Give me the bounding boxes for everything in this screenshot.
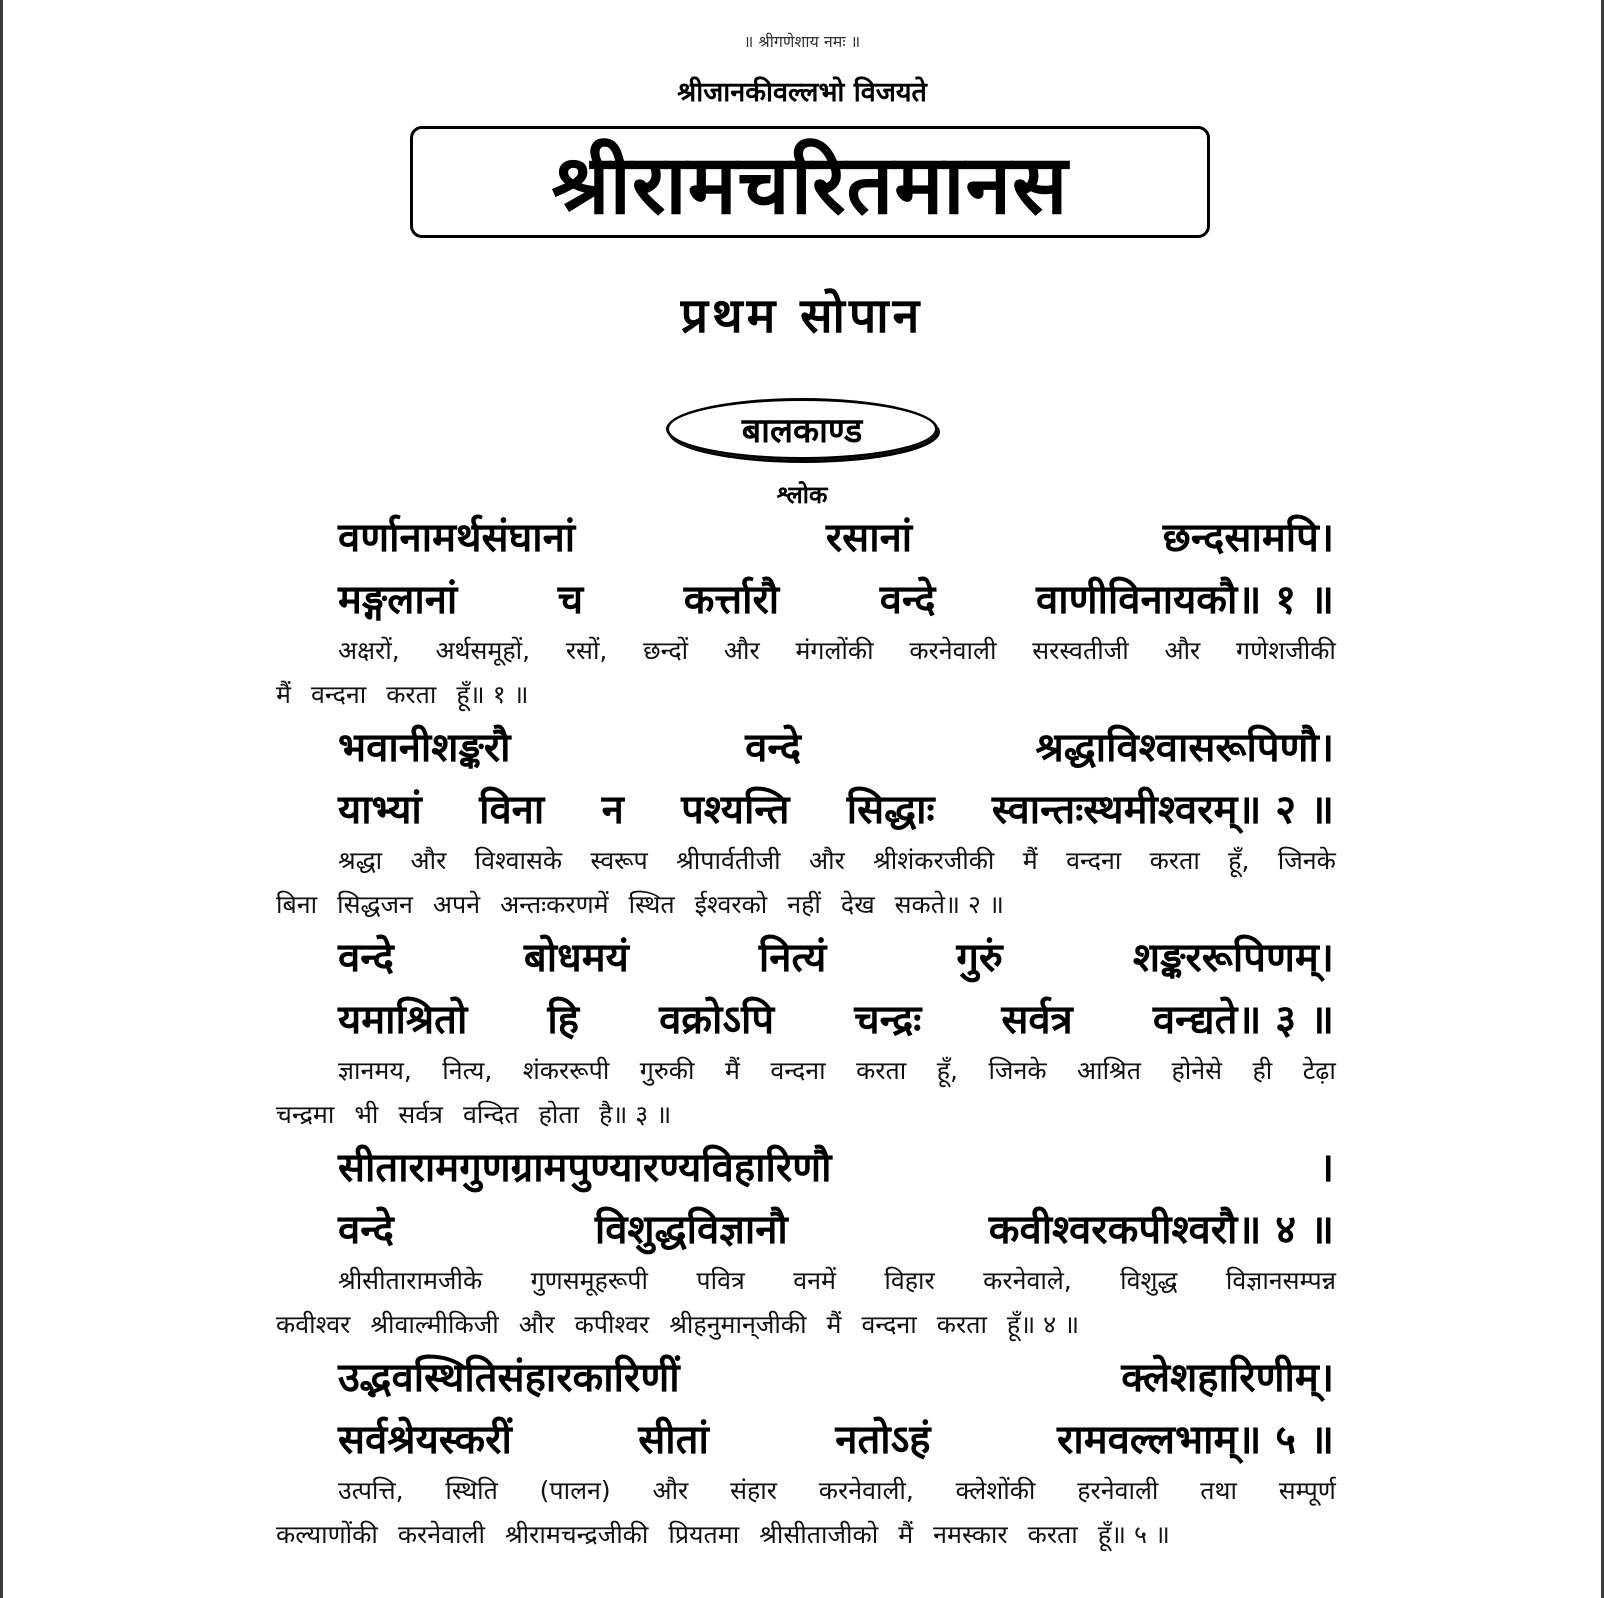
word: कर्त्तारौ xyxy=(683,577,780,623)
blessing-line: श्रीजानकीवल्लभो विजयते xyxy=(677,77,927,108)
word: ही xyxy=(1252,1056,1273,1085)
verse-line-1 xyxy=(338,510,1334,566)
word: ईश्वरको xyxy=(694,890,768,919)
word: सिद्धाः xyxy=(846,787,935,833)
word: करता xyxy=(856,1056,907,1085)
word: वाणीविनायकौ॥ १ ॥ xyxy=(1036,577,1334,623)
word: विज्ञानसम्पन्न xyxy=(1225,1266,1336,1295)
word: स्वान्तःस्थमीश्वरम्॥ २ ॥ xyxy=(991,787,1334,833)
word: गणेशजीकी xyxy=(1236,636,1336,665)
word: मैं xyxy=(826,1310,842,1339)
word: हि xyxy=(547,997,579,1043)
word: गुणसमूहरूपी xyxy=(530,1266,648,1295)
word: पश्यन्ति xyxy=(681,787,790,833)
word: देख xyxy=(840,890,875,919)
page-edge-left xyxy=(0,0,3,1598)
word: नित्यं xyxy=(758,935,827,981)
word: होनेसे xyxy=(1171,1056,1222,1085)
word: श्रीसीतारामजीके xyxy=(338,1266,483,1295)
word: नहीं xyxy=(787,890,821,919)
word: श्रीहनुमान्‌जीकी xyxy=(669,1310,807,1339)
word: नतोऽहं xyxy=(835,1417,931,1463)
word: कवीश्वरकपीश्वरौ॥ ४ ॥ xyxy=(988,1207,1334,1253)
word: श्रीवाल्मीकिजी xyxy=(370,1310,499,1339)
translation-line-1 xyxy=(338,1263,1336,1299)
translation-line-1 xyxy=(338,843,1336,879)
word: अक्षरों, xyxy=(338,636,400,665)
translation-line-1 xyxy=(338,1053,1336,1089)
word: मैं xyxy=(898,1520,914,1549)
translation-line-2 xyxy=(276,677,1336,713)
word: विशुद्ध xyxy=(1120,1266,1178,1295)
translation-line-2 xyxy=(276,1307,1336,1343)
translation-line-2 xyxy=(276,1517,1336,1553)
word: करता xyxy=(936,1310,987,1339)
word: होता xyxy=(538,1100,580,1129)
word: और xyxy=(652,1476,689,1505)
word: विहार xyxy=(884,1266,935,1295)
word: नमस्कार xyxy=(933,1520,1008,1549)
word: श्रीपार्वतीजी xyxy=(676,846,781,875)
word: सरस्वतीजी xyxy=(1032,636,1129,665)
word: कवीश्वर xyxy=(276,1310,351,1339)
page-title: श्रीरामचरितमानस xyxy=(410,126,1210,238)
word: सर्वश्रेयस्करीं xyxy=(338,1417,512,1463)
verse-line-2 xyxy=(338,1202,1334,1258)
word: वन्दना xyxy=(1066,846,1122,875)
word: करता xyxy=(1149,846,1200,875)
word: और xyxy=(808,846,845,875)
word: विशुद्धविज्ञानौ xyxy=(594,1207,788,1253)
word: मैं xyxy=(724,1056,740,1085)
word: उद्भवस्थितिसंहारकारिणीं xyxy=(338,1355,680,1401)
word: चन्द्रः xyxy=(854,997,922,1043)
word: सम्पूर्ण xyxy=(1278,1476,1336,1505)
verse-line-1 xyxy=(338,1140,1334,1196)
word: विश्वासके xyxy=(474,846,563,875)
word: वर्णानामर्थसंघानां xyxy=(338,515,576,561)
word: आश्रित xyxy=(1077,1056,1141,1085)
word: सर्वत्र xyxy=(398,1100,443,1129)
word: मंगलोंकी xyxy=(795,636,874,665)
word: वन्दना xyxy=(770,1056,826,1085)
word: नित्य, xyxy=(442,1056,493,1085)
word: जिनके xyxy=(1277,846,1336,875)
word: और xyxy=(518,1310,555,1339)
word: तथा xyxy=(1200,1476,1237,1505)
word: श्रीसीताजीको xyxy=(759,1520,879,1549)
word: प्रियतमा xyxy=(668,1520,740,1549)
translation-line-2 xyxy=(276,887,1336,923)
word: वन्दे xyxy=(338,935,394,981)
invocation: ॥ श्रीगणेशाय नमः ॥ xyxy=(743,32,861,51)
section-heading: श्लोक xyxy=(776,481,828,509)
translation-line-2 xyxy=(276,1097,1336,1133)
word: कल्याणोंकी xyxy=(276,1520,378,1549)
word: उत्पत्ति, xyxy=(338,1476,404,1505)
word: रामवल्लभाम्॥ ५ ॥ xyxy=(1056,1417,1334,1463)
word: टेढ़ा xyxy=(1302,1056,1336,1085)
word: वन्दे xyxy=(338,1207,394,1253)
word: वन्दे xyxy=(745,725,801,771)
word: हूँ, xyxy=(936,1056,958,1085)
word: वन्दना xyxy=(861,1310,917,1339)
word: भवानीशङ्करौ xyxy=(338,725,511,771)
word: गुरुकी xyxy=(639,1056,695,1085)
word: करनेवाले, xyxy=(983,1266,1072,1295)
word: विना xyxy=(479,787,545,833)
translation-line-1 xyxy=(338,1473,1336,1509)
word: हूँ॥ १ ॥ xyxy=(456,680,529,709)
word: श्रीरामचन्द्रजीकी xyxy=(504,1520,649,1549)
word: क्लेशोंकी xyxy=(955,1476,1036,1505)
word: हूँ॥ ५ ॥ xyxy=(1097,1520,1170,1549)
word: याभ्यां xyxy=(338,787,422,833)
word: सकते॥ २ ॥ xyxy=(894,890,1004,919)
translation-line-1 xyxy=(338,633,1336,669)
word: चन्द्रमा xyxy=(276,1100,335,1129)
word: शंकररूपी xyxy=(522,1056,610,1085)
word: है॥ ३ ॥ xyxy=(599,1100,672,1129)
word: सर्वत्र xyxy=(1001,997,1073,1043)
word: वक्रोऽपि xyxy=(659,997,775,1043)
subtitle: प्रथम सोपान xyxy=(680,288,924,344)
word: ज्ञानमय, xyxy=(338,1056,412,1085)
word: करनेवाली xyxy=(397,1520,485,1549)
word: अर्थसमूहों, xyxy=(435,636,531,665)
word: छन्दसामपि। xyxy=(1162,515,1334,561)
word: करनेवाली, xyxy=(818,1476,914,1505)
word: हूँ, xyxy=(1228,846,1250,875)
word: सिद्धजन xyxy=(337,890,413,919)
verse-line-1 xyxy=(338,720,1334,776)
word: करता xyxy=(386,680,437,709)
verse-line-2 xyxy=(338,992,1334,1048)
word: और xyxy=(1164,636,1201,665)
word: पवित्र xyxy=(696,1266,745,1295)
word: वनमें xyxy=(793,1266,836,1295)
word: स्थित xyxy=(628,890,675,919)
verse-line-1 xyxy=(338,1350,1334,1406)
word: अपने xyxy=(432,890,481,919)
word: और xyxy=(410,846,447,875)
word: बिना xyxy=(276,890,318,919)
word: रसानां xyxy=(825,515,913,561)
word: संहार xyxy=(730,1476,777,1505)
word: च xyxy=(557,577,584,623)
word: हरनेवाली xyxy=(1077,1476,1159,1505)
word: स्थिति xyxy=(445,1476,498,1505)
word: यमाश्रितो xyxy=(338,997,468,1043)
word: भी xyxy=(354,1100,379,1129)
word: वन्दना xyxy=(310,680,367,709)
word: छन्दों xyxy=(643,636,689,665)
word: बोधमयं xyxy=(523,935,629,981)
verse-line-2 xyxy=(338,572,1334,628)
word: (पालन) xyxy=(539,1476,611,1505)
word: श्रद्धाविश्वासरूपिणौ। xyxy=(1035,725,1334,771)
verse-line-1 xyxy=(338,930,1334,986)
word: वन्दे xyxy=(879,577,936,623)
word: क्लेशहारिणीम्। xyxy=(1121,1355,1334,1401)
word: मैं xyxy=(276,680,291,709)
word: । xyxy=(1318,1145,1334,1191)
word: श्रीशंकरजीकी xyxy=(873,846,995,875)
word: करता xyxy=(1027,1520,1078,1549)
word: हूँ॥ ४ ॥ xyxy=(1006,1310,1080,1339)
word: वन्द्यते॥ ३ ॥ xyxy=(1152,997,1334,1043)
word: शङ्कररूपिणम्। xyxy=(1132,935,1334,981)
verse-line-2 xyxy=(338,1412,1334,1468)
word: रसों, xyxy=(565,636,608,665)
kanda-badge: बालकाण्ड xyxy=(666,398,938,460)
word: स्वरूप xyxy=(590,846,648,875)
word: और xyxy=(723,636,760,665)
word: करनेवाली xyxy=(909,636,997,665)
word: अन्तःकरणमें xyxy=(500,890,609,919)
word: सीतां xyxy=(638,1417,709,1463)
word: गुरुं xyxy=(956,935,1003,981)
word: मैं xyxy=(1022,846,1038,875)
word: श्रद्धा xyxy=(338,846,383,875)
word: सीतारामगुणग्रामपुण्यारण्यविहारिणौ xyxy=(338,1145,832,1191)
word: मङ्गलानां xyxy=(338,577,458,623)
word: जिनके xyxy=(988,1056,1047,1085)
word: वन्दित xyxy=(462,1100,519,1129)
verse-line-2 xyxy=(338,782,1334,838)
word: न xyxy=(601,787,624,833)
word: कपीश्वर xyxy=(574,1310,650,1339)
